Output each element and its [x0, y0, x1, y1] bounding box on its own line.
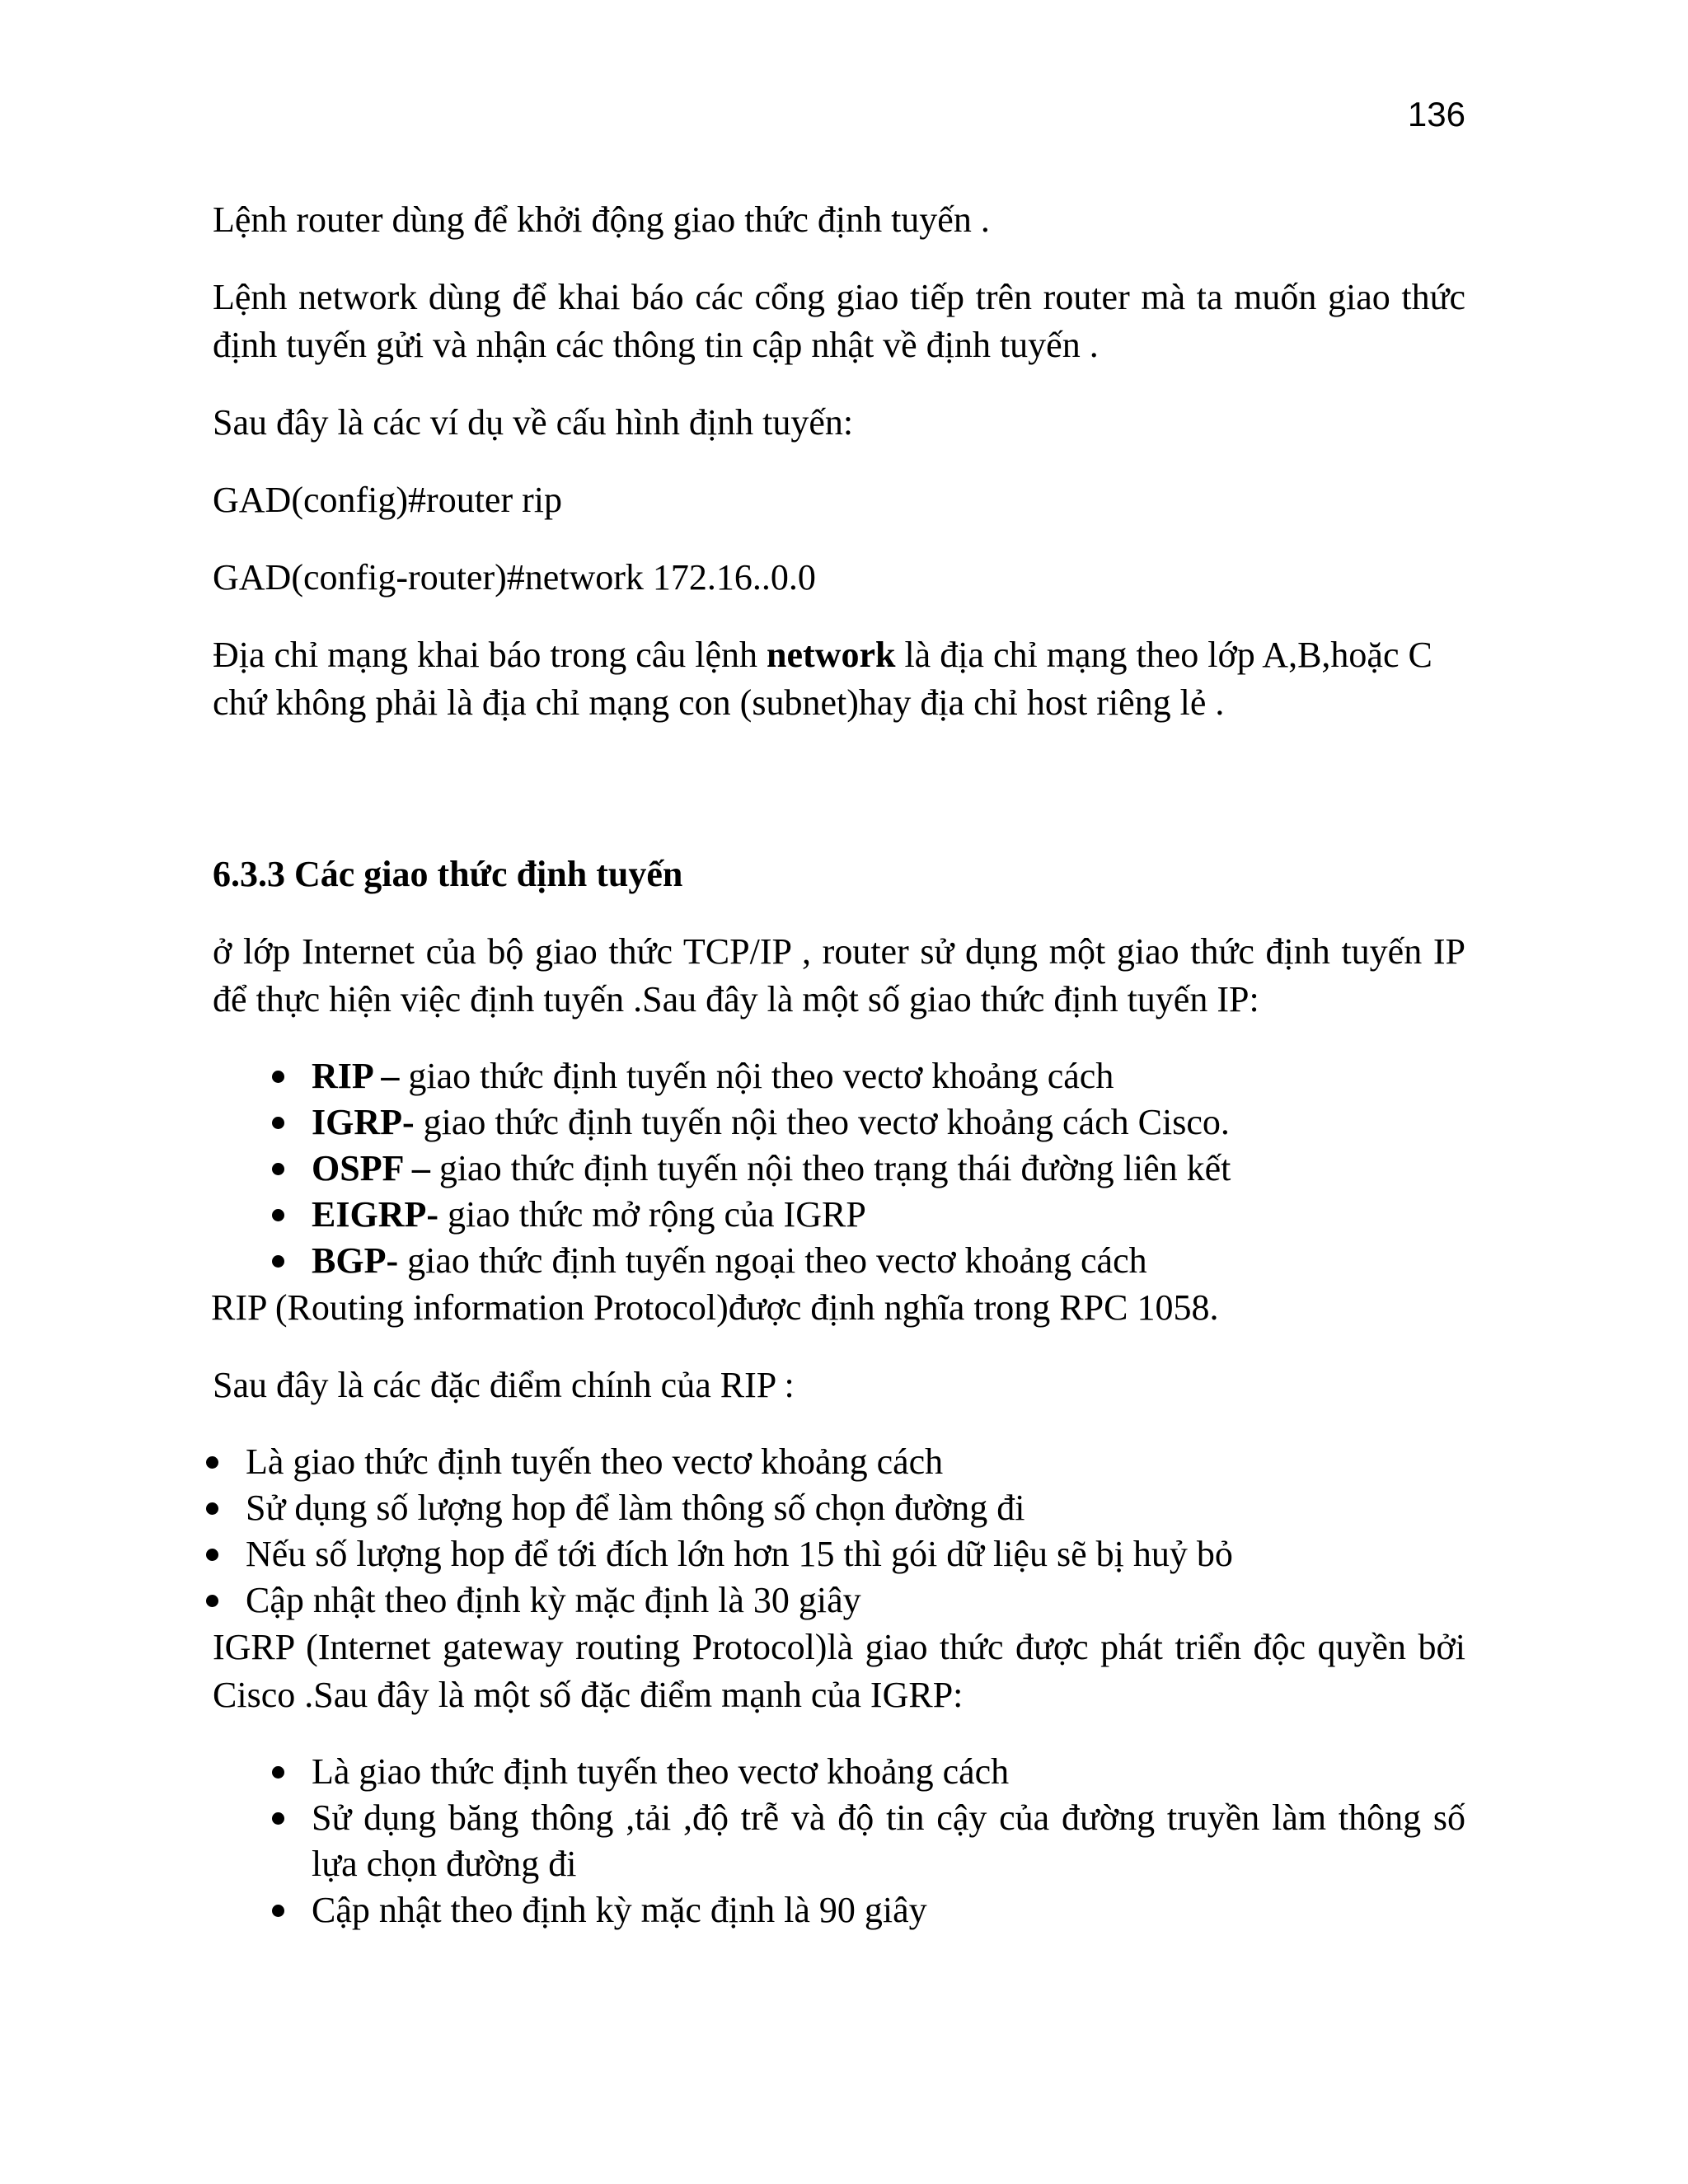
protocol-name: OSPF – — [312, 1148, 430, 1188]
rip-definition: RIP (Routing information Protocol)được định nghĩa trong RPC 1058. — [211, 1287, 1219, 1328]
list-item: Nếu số lượng hop để tới đích lớn hơn 15 thì gói dữ liệu sẽ bị huỷ bỏ — [198, 1531, 1465, 1577]
protocol-description: giao thức mở rộng của IGRP — [438, 1194, 866, 1235]
protocol-name: EIGRP- — [312, 1194, 438, 1235]
protocol-name: BGP- — [312, 1240, 399, 1281]
paragraph-network-address-text-1: Địa chỉ mạng khai báo trong câu lệnh — [213, 635, 767, 675]
list-item: Là giao thức định tuyến theo vectơ khoảng cách — [198, 1439, 1465, 1485]
config-command-router-rip: GAD(config)#router rip — [213, 480, 562, 520]
list-item: Sử dụng số lượng hop để làm thông số chọn đường đi — [198, 1485, 1465, 1531]
list-item — [213, 1053, 1465, 1099]
section-heading: 6.3.3 Các giao thức định tuyến — [213, 854, 683, 894]
protocol-name: RIP – — [312, 1056, 400, 1096]
paragraph-network-command: Lệnh network dùng để khai báo các cổng giao tiếp trên router mà ta muốn giao thức định tuyến gửi và nhận các thông tin cập nhật về định tuyến . — [213, 277, 1465, 365]
paragraph-network-address — [213, 631, 1465, 727]
list-item — [213, 1146, 1465, 1192]
list-item: Sử dụng băng thông ,tải ,độ trễ và độ tin cậy của đường truyền làm thông số lựa chọn đường đi — [213, 1795, 1465, 1887]
page-content — [213, 196, 1465, 1933]
protocol-description: giao thức định tuyến nội theo vectơ khoảng cách — [399, 1056, 1114, 1096]
igrp-feature-list — [213, 1749, 1465, 1933]
protocol-name: IGRP- — [312, 1102, 415, 1142]
paragraph-network-address-text-2: là địa chỉ mạng theo lớp A,B,hoặc C chứ không phải là địa chỉ mạng con (subnet)hay địa chỉ host riêng lẻ . — [213, 635, 1432, 723]
igrp-definition: IGRP (Internet gateway routing Protocol)là giao thức được phát triển độc quyền bởi Cisco .Sau đây là một số đặc điểm mạnh của IGRP: — [213, 1627, 1465, 1715]
protocol-list — [213, 1053, 1465, 1284]
list-item — [213, 1099, 1465, 1146]
protocol-description: giao thức định tuyến ngoại theo vectơ khoảng cách — [398, 1240, 1147, 1281]
paragraph-router-command: Lệnh router dùng để khởi động giao thức định tuyến . — [213, 199, 990, 240]
rip-feature-list — [198, 1439, 1465, 1624]
list-item — [213, 1192, 1465, 1238]
list-item: Cập nhật theo định kỳ mặc định là 30 giây — [198, 1577, 1465, 1624]
list-item: Cập nhật theo định kỳ mặc định là 90 giây — [213, 1887, 1465, 1933]
protocol-description: giao thức định tuyến nội theo trạng thái đường liên kết — [429, 1148, 1231, 1188]
protocol-description: giao thức định tuyến nội theo vectơ khoảng cách Cisco. — [414, 1102, 1230, 1142]
section-intro: ở lớp Internet của bộ giao thức TCP/IP , router sử dụng một giao thức định tuyến IP để thực hiện việc định tuyến .Sau đây là một số giao thức định tuyến IP: — [213, 931, 1465, 1019]
paragraph-examples-intro: Sau đây là các ví dụ về cấu hình định tuyến: — [213, 402, 854, 443]
page-number: 136 — [1407, 95, 1465, 134]
list-item — [213, 1238, 1465, 1284]
network-keyword: network — [767, 635, 896, 675]
list-item: Là giao thức định tuyến theo vectơ khoảng cách — [213, 1749, 1465, 1795]
config-command-network: GAD(config-router)#network 172.16..0.0 — [213, 557, 816, 598]
rip-features-intro: Sau đây là các đặc điểm chính của RIP : — [213, 1365, 795, 1405]
